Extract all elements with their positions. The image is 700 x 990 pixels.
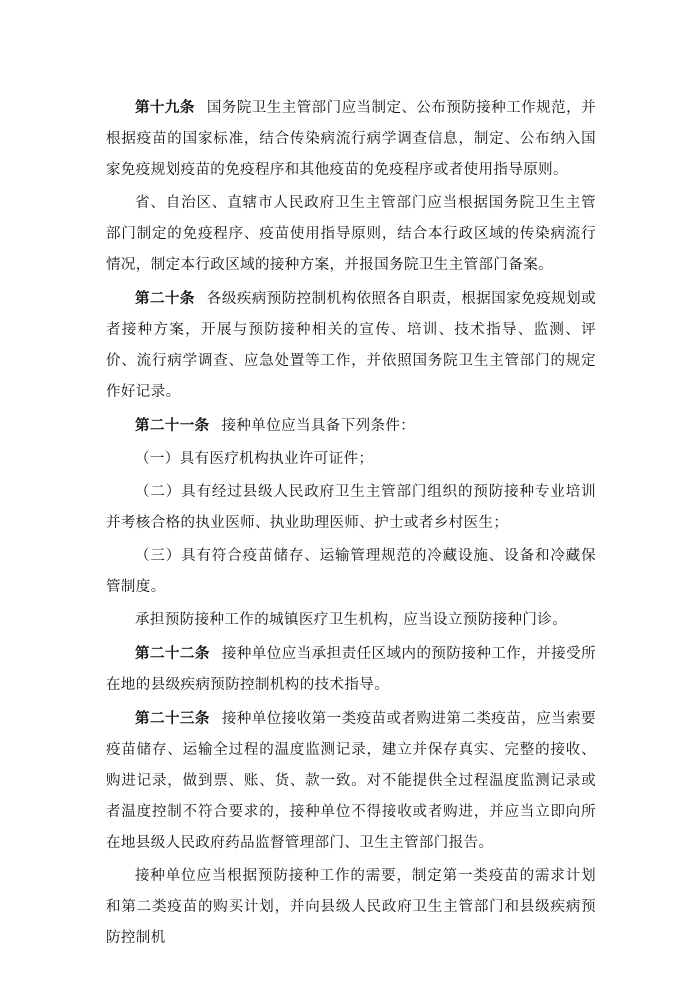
condition-item-1 — [106, 444, 596, 475]
condition-item-3 — [106, 541, 596, 603]
article-text: 接种单位接收第一类疫苗或者购进第二类疫苗，应当索要疫苗储存、运输全过程的温度监测记录，建立并保存真实、完整的接收、购进记录，做到票、账、货、款一致。对不能提供全过程温度监测记录或者温度控制不符合要求的，接种单位不得接收或者购进，并应当立即向所在地县级人民政府药品监督管理部门、卫生主管部门报告。 — [106, 711, 597, 851]
article-heading: 第二十一条 — [135, 417, 210, 434]
article-21-paragraph — [106, 410, 596, 442]
article-heading: 第十九条 — [135, 99, 195, 116]
article-text: 接种单位应当根据预防接种工作的需要，制定第一类疫苗的需求计划和第二类疫苗的购买计划，并向县级人民政府卫生主管部门和县级疾病预防控制机 — [106, 868, 596, 946]
article-19-paragraph-2 — [106, 188, 596, 281]
article-text: （二）具有经过县级人民政府卫生主管部门组织的预防接种专业培训并考核合格的执业医师、执业助理医师、护士或者乡村医生； — [106, 484, 596, 531]
article-21-paragraph-2 — [106, 605, 596, 636]
condition-item-2 — [106, 477, 596, 539]
document-body — [106, 92, 596, 956]
article-text: （三）具有符合疫苗储存、运输管理规范的冷藏设施、设备和冷藏保管制度。 — [106, 548, 596, 595]
article-heading: 第二十条 — [135, 290, 195, 307]
article-19-paragraph — [106, 92, 596, 186]
article-text: 各级疾病预防控制机构依照各自职责，根据国家免疫规划或者接种方案，开展与预防接种相关的宣传、培训、技术指导、监测、评价、流行病学调查、应急处置等工作，并依照国务院卫生主管部门的规定作好记录。 — [106, 291, 596, 400]
article-text: （一）具有医疗机构执业许可证件； — [135, 451, 374, 467]
article-text: 国务院卫生主管部门应当制定、公布预防接种工作规范，并根据疫苗的国家标准，结合传染病流行病学调查信息，制定、公布纳入国家免疫规划疫苗的免疫程序和其他疫苗的免疫程序或者使用指导原则。 — [106, 100, 596, 178]
article-text: 接种单位应当具备下列条件： — [221, 418, 416, 434]
article-20-paragraph — [106, 283, 596, 408]
article-heading: 第二十三条 — [135, 710, 210, 727]
article-text: 省、自治区、直辖市人民政府卫生主管部门应当根据国务院卫生主管部门制定的免疫程序、疫苗使用指导原则，结合本行政区域的传染病流行情况，制定本行政区域的接种方案，并报国务院卫生主管部门备案。 — [106, 195, 596, 273]
article-heading: 第二十二条 — [135, 645, 210, 662]
article-23-paragraph — [106, 703, 596, 859]
article-text: 接种单位应当承担责任区域内的预防接种工作，并接受所在地的县级疾病预防控制机构的技术指导。 — [106, 646, 597, 693]
article-22-paragraph — [106, 638, 596, 701]
article-text: 承担预防接种工作的城镇医疗卫生机构，应当设立预防接种门诊。 — [135, 612, 568, 628]
article-23-paragraph-2 — [106, 861, 596, 954]
